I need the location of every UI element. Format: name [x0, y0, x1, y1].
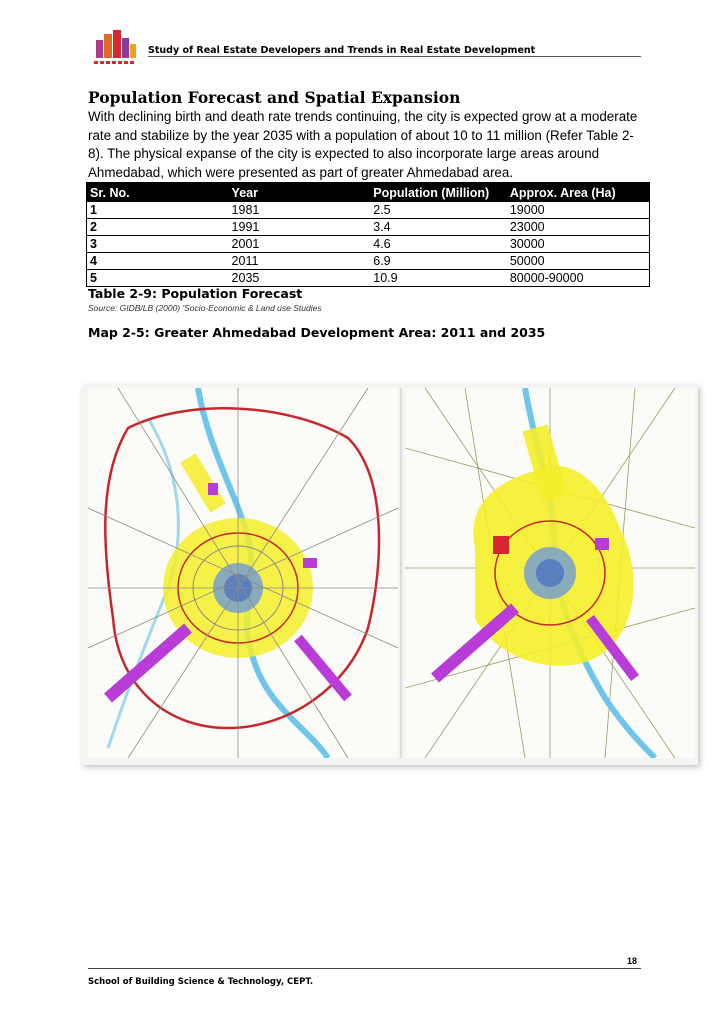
section-title: Population Forecast and Spatial Expansion: [88, 88, 461, 107]
table-row: [87, 202, 650, 219]
body-paragraph: With declining birth and death rate trends continuing, the city is expected grow at a moderate rate and stabilize by the year 2035 with a population of about 10 to 11 million (Refer Table 2-8). The physical expanse of the city is expected to also incorporate large areas around Ahmedabad, which were presented as part of greater Ahmedabad area.: [88, 109, 638, 180]
column-header: Population (Million): [370, 183, 507, 203]
table-row: [87, 270, 650, 287]
logo: [90, 30, 140, 66]
table-cell: 30000: [507, 236, 650, 253]
column-header: Approx. Area (Ha): [507, 183, 650, 203]
footer-text: School of Building Science & Technology, CEPT.: [88, 977, 314, 987]
table-row: [87, 253, 650, 270]
table-header-row: [87, 183, 650, 203]
map-2011: [88, 388, 398, 758]
page-number: 18: [627, 956, 638, 966]
table-cell: 5: [87, 270, 229, 287]
table-cell: 1981: [229, 202, 371, 219]
table-source: Source: GIDB/LB (2000) 'Socio-Economic & Land use Studies: [88, 303, 322, 313]
table-cell: 2035: [229, 270, 371, 287]
header-title: Study of Real Estate Developers and Trends in Real Estate Development: [148, 45, 536, 56]
map-caption: Map 2-5: Greater Ahmedabad Development Area: 2011 and 2035: [88, 325, 546, 340]
table-cell: 2: [87, 219, 229, 236]
table-cell: 4.6: [370, 236, 507, 253]
table-row: [87, 236, 650, 253]
table-cell: 2011: [229, 253, 371, 270]
table-cell: 1: [87, 202, 229, 219]
table-cell: 1991: [229, 219, 371, 236]
population-table: [86, 182, 650, 287]
table-cell: 10.9: [370, 270, 507, 287]
table-caption: Table 2-9: Population Forecast: [88, 286, 303, 301]
map-2035: [405, 388, 695, 758]
table-cell: 6.9: [370, 253, 507, 270]
column-header: Sr. No.: [87, 183, 229, 203]
table-cell: 23000: [507, 219, 650, 236]
table-cell: 19000: [507, 202, 650, 219]
table-cell: 80000-90000: [507, 270, 650, 287]
table-cell: 2001: [229, 236, 371, 253]
column-header: Year: [229, 183, 371, 203]
footer-divider: [88, 968, 641, 969]
table-cell: 2.5: [370, 202, 507, 219]
table-cell: 50000: [507, 253, 650, 270]
header-divider: [148, 56, 641, 57]
table-cell: 4: [87, 253, 229, 270]
map-divider: [400, 388, 402, 758]
table-cell: 3: [87, 236, 229, 253]
table-row: [87, 219, 650, 236]
table-cell: 3.4: [370, 219, 507, 236]
